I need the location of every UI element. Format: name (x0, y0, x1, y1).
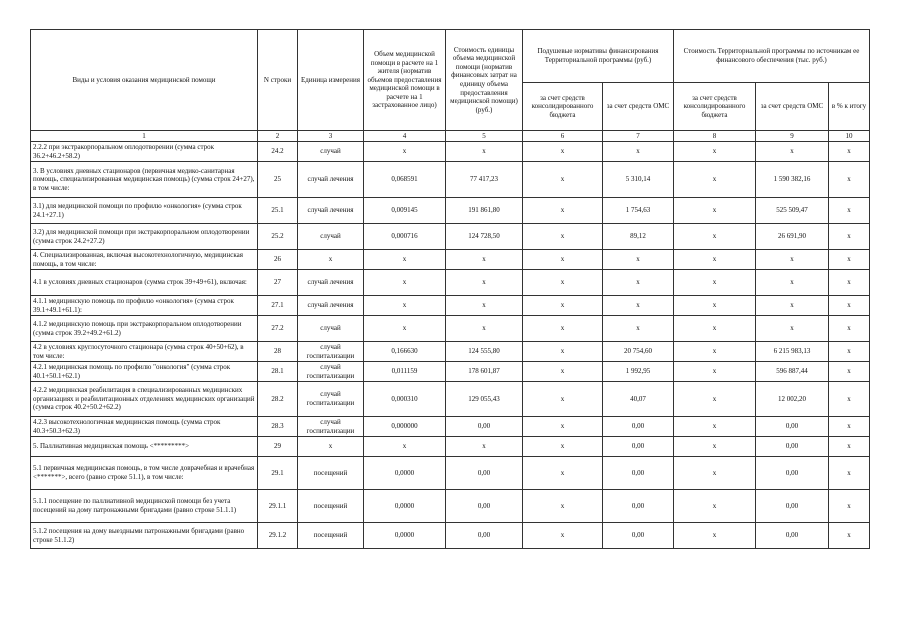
row-unit-cost: 0,00 (446, 490, 523, 523)
row-total-oms: 596 887,44 (756, 362, 829, 382)
header-line: N строки (258, 30, 298, 131)
row-volume: х (364, 270, 446, 296)
table-body (31, 142, 870, 549)
column-number: 7 (603, 131, 674, 142)
row-pc-oms: 0,00 (603, 457, 674, 490)
row-line-number: 29.1.1 (258, 490, 298, 523)
row-total-oms: 26 691,90 (756, 224, 829, 250)
row-unit-cost: х (446, 316, 523, 342)
row-line-number: 26 (258, 250, 298, 270)
row-pc-budget: х (523, 342, 603, 362)
row-volume: х (364, 250, 446, 270)
row-total-budget: х (674, 457, 756, 490)
header-pc-budget: за счет средств консолидированного бюджета (523, 83, 603, 131)
row-percent: х (829, 198, 870, 224)
row-unit: случай лечения (298, 198, 364, 224)
row-name: 5.1.1 посещение по паллиативной медицинской помощи без учета посещений на дому патронажными бригадами (равно строке 51.1.1) (31, 490, 258, 523)
row-pc-budget: х (523, 457, 603, 490)
row-line-number: 28.2 (258, 382, 298, 417)
row-volume: х (364, 296, 446, 316)
row-total-oms: 0,00 (756, 490, 829, 523)
row-name: 4.1 в условиях дневных стационаров (сумма строк 39+49+61), включая: (31, 270, 258, 296)
row-line-number: 27.1 (258, 296, 298, 316)
row-total-oms: х (756, 250, 829, 270)
row-percent: х (829, 342, 870, 362)
table-row (31, 342, 870, 362)
financing-table (30, 29, 870, 549)
row-unit: случай (298, 142, 364, 162)
row-unit-cost: 0,00 (446, 457, 523, 490)
row-unit: посещений (298, 457, 364, 490)
row-unit: случай лечения (298, 296, 364, 316)
row-name: 5.1 первичная медицинская помощь, в том числе доврачебная и врачебная <*******>, всего (равно строке 51.1), в том числе: (31, 457, 258, 490)
row-line-number: 25 (258, 162, 298, 198)
row-unit: случай госпитализации (298, 362, 364, 382)
row-unit-cost: х (446, 142, 523, 162)
row-line-number: 27.2 (258, 316, 298, 342)
table-row (31, 457, 870, 490)
row-volume: 0,000716 (364, 224, 446, 250)
row-pc-oms: 0,00 (603, 417, 674, 437)
row-percent: х (829, 490, 870, 523)
row-unit-cost: х (446, 250, 523, 270)
column-number: 10 (829, 131, 870, 142)
row-name: 3.1) для медицинской помощи по профилю «онкология» (сумма строк 24.1+27.1) (31, 198, 258, 224)
row-unit-cost: х (446, 270, 523, 296)
row-total-budget: х (674, 382, 756, 417)
row-unit-cost: 191 861,80 (446, 198, 523, 224)
table-row (31, 316, 870, 342)
table-row (31, 224, 870, 250)
row-unit: посещений (298, 490, 364, 523)
row-volume: х (364, 437, 446, 457)
row-unit: х (298, 437, 364, 457)
row-name: 3.2) для медицинской помощи при экстракорпоральном оплодотворении (сумма строк 24.2+27.2) (31, 224, 258, 250)
row-name: 4.2 в условиях круглосуточного стационара (сумма строк 40+50+62), в том числе: (31, 342, 258, 362)
row-unit: случай госпитализации (298, 382, 364, 417)
row-pc-budget: х (523, 270, 603, 296)
row-pc-oms: 89,12 (603, 224, 674, 250)
header-cost: Стоимость единицы объема медицинской помощи (норматив финансовых затрат на единицу объема предоставления медицинской помощи) (руб.) (446, 30, 523, 131)
header-total-cost: Стоимость Территориальной программы по источникам ее финансового обеспечения (тыс. руб.) (674, 30, 870, 83)
column-number: 6 (523, 131, 603, 142)
table-row (31, 162, 870, 198)
row-volume: 0,0000 (364, 523, 446, 549)
row-name: 4. Специализированная, включая высокотехнологичную, медицинская помощь, в том числе: (31, 250, 258, 270)
row-total-budget: х (674, 224, 756, 250)
row-line-number: 25.2 (258, 224, 298, 250)
row-line-number: 28 (258, 342, 298, 362)
row-total-budget: х (674, 342, 756, 362)
row-unit-cost: 129 055,43 (446, 382, 523, 417)
header-unit: Единица измерения (298, 30, 364, 131)
row-unit: случай лечения (298, 162, 364, 198)
document-page (30, 29, 869, 549)
row-pc-oms: х (603, 296, 674, 316)
row-unit-cost: 124 728,50 (446, 224, 523, 250)
row-total-budget: х (674, 362, 756, 382)
row-total-budget: х (674, 316, 756, 342)
column-number: 5 (446, 131, 523, 142)
row-volume: 0,000000 (364, 417, 446, 437)
table-row (31, 142, 870, 162)
row-volume: 0,000310 (364, 382, 446, 417)
header-total-budget: за счет средств консолидированного бюджета (674, 83, 756, 131)
column-numbers-row (31, 131, 870, 142)
row-line-number: 25.1 (258, 198, 298, 224)
row-unit: посещений (298, 523, 364, 549)
row-total-oms: х (756, 316, 829, 342)
row-name: 4.1.2 медицинскую помощь при экстракорпоральном оплодотворении (сумма строк 39.2+49.2+61.2) (31, 316, 258, 342)
row-unit-cost: 0,00 (446, 523, 523, 549)
row-volume: х (364, 142, 446, 162)
row-unit: случай госпитализации (298, 417, 364, 437)
header-per-capita: Подушевые нормативы финансирования Территориальной программы (руб.) (523, 30, 674, 83)
row-total-budget: х (674, 198, 756, 224)
row-unit-cost: 0,00 (446, 417, 523, 437)
row-percent: х (829, 457, 870, 490)
row-volume: 0,0000 (364, 490, 446, 523)
row-pc-oms: х (603, 316, 674, 342)
row-pc-oms: 1 992,95 (603, 362, 674, 382)
table-row (31, 270, 870, 296)
row-total-budget: х (674, 296, 756, 316)
row-line-number: 28.3 (258, 417, 298, 437)
row-percent: х (829, 224, 870, 250)
row-pc-budget: х (523, 162, 603, 198)
column-number: 1 (31, 131, 258, 142)
row-unit-cost: 124 555,80 (446, 342, 523, 362)
header-name: Виды и условия оказания медицинской помощи (31, 30, 258, 131)
row-total-oms: 6 215 983,13 (756, 342, 829, 362)
row-line-number: 29 (258, 437, 298, 457)
row-pc-oms: 1 754,63 (603, 198, 674, 224)
row-total-oms: 0,00 (756, 457, 829, 490)
row-percent: х (829, 162, 870, 198)
row-total-oms: 0,00 (756, 417, 829, 437)
row-name: 5.1.2 посещения на дому выездными патронажными бригадами (равно строке 51.1.2) (31, 523, 258, 549)
row-pc-oms: х (603, 270, 674, 296)
row-unit-cost: 77 417,23 (446, 162, 523, 198)
row-unit: х (298, 250, 364, 270)
row-unit: случай (298, 224, 364, 250)
row-percent: х (829, 362, 870, 382)
row-percent: х (829, 296, 870, 316)
header-total-oms: за счет средств ОМС (756, 83, 829, 131)
row-name: 5. Паллиативная медицинская помощь <*********> (31, 437, 258, 457)
row-volume: 0,0000 (364, 457, 446, 490)
header-pc-oms: за счет средств ОМС (603, 83, 674, 131)
row-pc-budget: х (523, 142, 603, 162)
row-pc-oms: 0,00 (603, 437, 674, 457)
row-unit-cost: х (446, 296, 523, 316)
row-volume: 0,011159 (364, 362, 446, 382)
row-percent: х (829, 417, 870, 437)
row-name: 4.2.1 медицинская помощь по профилю "онкология" (сумма строк 40.1+50.1+62.1) (31, 362, 258, 382)
row-pc-budget: х (523, 224, 603, 250)
row-total-budget: х (674, 162, 756, 198)
row-volume: 0,068591 (364, 162, 446, 198)
table-row (31, 382, 870, 417)
column-number: 9 (756, 131, 829, 142)
row-pc-oms: х (603, 142, 674, 162)
row-unit-cost: 178 601,87 (446, 362, 523, 382)
row-total-oms: 1 590 382,16 (756, 162, 829, 198)
row-volume: 0,009145 (364, 198, 446, 224)
row-pc-oms: 40,07 (603, 382, 674, 417)
row-pc-oms: х (603, 250, 674, 270)
row-pc-budget: х (523, 490, 603, 523)
row-pc-oms: 5 310,14 (603, 162, 674, 198)
table-row (31, 417, 870, 437)
row-unit: случай госпитализации (298, 342, 364, 362)
row-total-oms: 12 002,20 (756, 382, 829, 417)
row-pc-budget: х (523, 250, 603, 270)
column-number: 4 (364, 131, 446, 142)
row-total-budget: х (674, 250, 756, 270)
row-total-budget: х (674, 523, 756, 549)
row-name: 4.2.2 медицинская реабилитация в специализированных медицинских организациях и реабилитационных отделениях медицинских организаций (сумма строк 40.2+50.2+62.2) (31, 382, 258, 417)
table-row (31, 296, 870, 316)
row-total-budget: х (674, 417, 756, 437)
table-row (31, 198, 870, 224)
row-pc-budget: х (523, 316, 603, 342)
row-line-number: 27 (258, 270, 298, 296)
row-total-budget: х (674, 270, 756, 296)
row-line-number: 29.1 (258, 457, 298, 490)
column-number: 2 (258, 131, 298, 142)
row-pc-oms: 20 754,60 (603, 342, 674, 362)
row-total-oms: х (756, 142, 829, 162)
table-row (31, 437, 870, 457)
row-unit-cost: х (446, 437, 523, 457)
row-line-number: 24.2 (258, 142, 298, 162)
row-total-budget: х (674, 142, 756, 162)
row-pc-oms: 0,00 (603, 490, 674, 523)
row-percent: х (829, 382, 870, 417)
row-pc-budget: х (523, 198, 603, 224)
header-percent: в % к итогу (829, 83, 870, 131)
row-percent: х (829, 316, 870, 342)
row-percent: х (829, 142, 870, 162)
table-row (31, 490, 870, 523)
row-percent: х (829, 250, 870, 270)
row-pc-budget: х (523, 382, 603, 417)
row-line-number: 28.1 (258, 362, 298, 382)
row-percent: х (829, 270, 870, 296)
row-total-oms: х (756, 270, 829, 296)
row-pc-budget: х (523, 437, 603, 457)
column-number: 8 (674, 131, 756, 142)
row-percent: х (829, 523, 870, 549)
header-volume: Объем медицинской помощи в расчете на 1 жителя (норматив объемов предоставления медицинской помощи в расчете на 1 застрахованное лицо) (364, 30, 446, 131)
row-total-oms: 0,00 (756, 523, 829, 549)
row-line-number: 29.1.2 (258, 523, 298, 549)
row-pc-budget: х (523, 417, 603, 437)
row-total-budget: х (674, 490, 756, 523)
row-name: 4.1.1 медицинскую помощь по профилю «онкология» (сумма строк 39.1+49.1+61.1): (31, 296, 258, 316)
table-row (31, 362, 870, 382)
row-unit: случай (298, 316, 364, 342)
row-total-oms: х (756, 296, 829, 316)
table-row (31, 250, 870, 270)
row-percent: х (829, 437, 870, 457)
row-pc-budget: х (523, 362, 603, 382)
row-pc-budget: х (523, 296, 603, 316)
row-volume: х (364, 316, 446, 342)
row-pc-oms: 0,00 (603, 523, 674, 549)
column-number: 3 (298, 131, 364, 142)
row-name: 4.2.3 высокотехнологичная медицинская помощь (сумма строк 40.3+50.3+62.3) (31, 417, 258, 437)
row-name: 3. В условиях дневных стационаров (первичная медико-санитарная помощь, специализированная медицинская помощь) (сумма строк 24+27), в том числе: (31, 162, 258, 198)
row-name: 2.2.2 при экстракорпоральном оплодотворении (сумма строк 36.2+46.2+58.2) (31, 142, 258, 162)
row-total-oms: 0,00 (756, 437, 829, 457)
row-total-oms: 525 509,47 (756, 198, 829, 224)
row-total-budget: х (674, 437, 756, 457)
row-unit: случай лечения (298, 270, 364, 296)
row-pc-budget: х (523, 523, 603, 549)
table-row (31, 523, 870, 549)
row-volume: 0,166630 (364, 342, 446, 362)
